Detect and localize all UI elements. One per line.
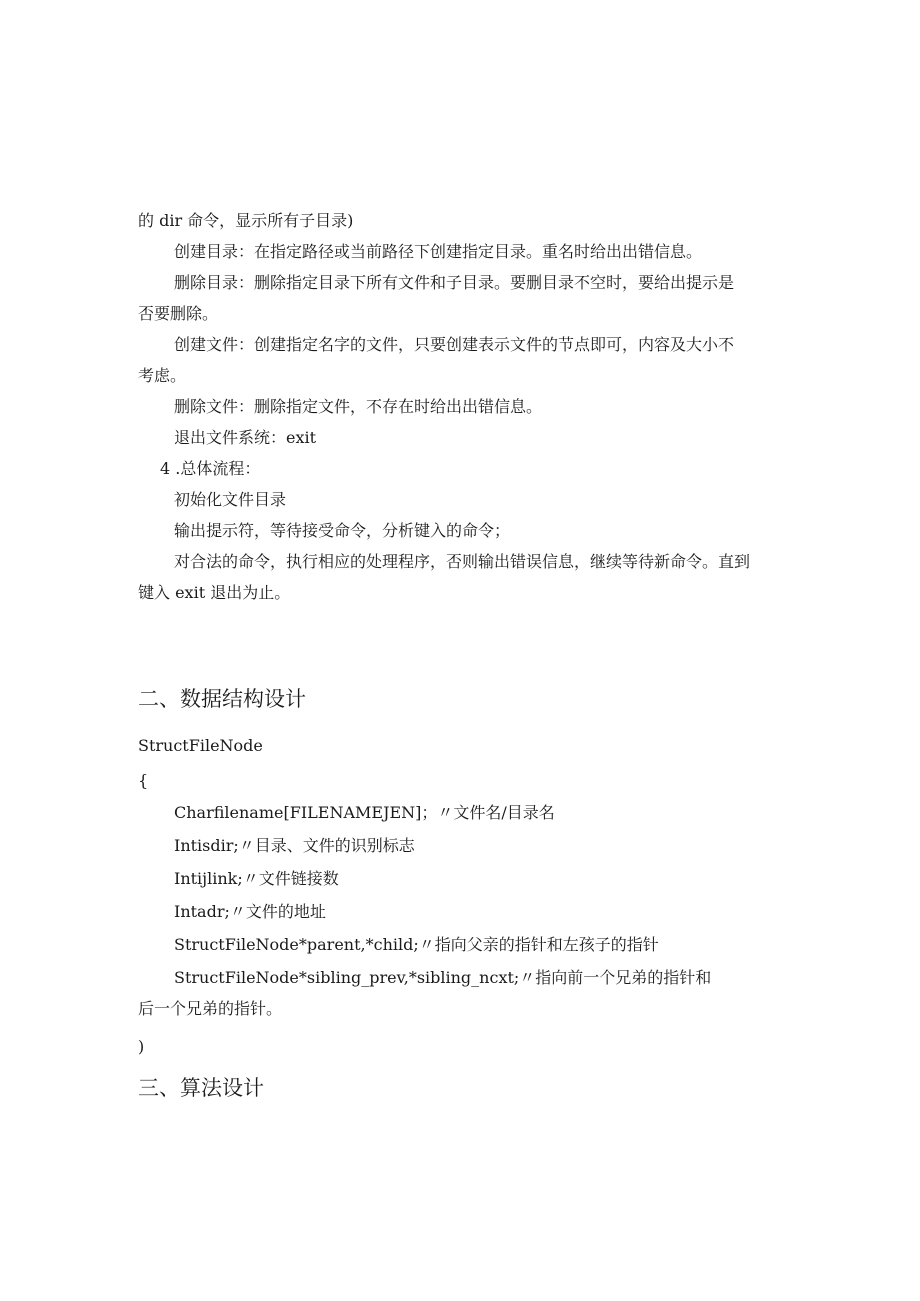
text-line: 键入 exit 退出为止。 [138,583,291,602]
text-line: 退出文件系统：exit [174,428,317,447]
code-line: Charfilename[FILENAMEJEN]；〃文件名/目录名 [174,803,555,822]
section-heading: 三、算法设计 [138,1076,264,1100]
text-line: 考虑。 [138,366,187,385]
code-line: StructFileNode [138,736,263,755]
text-line: 删除目录：删除指定目录下所有文件和子目录。要删目录不空时，要给出提示是 [174,273,735,292]
code-line: StructFileNode*parent,*child;〃指向父亲的指针和左孩子的指针 [174,935,659,954]
code-line: Intisdir;〃目录、文件的识别标志 [174,836,415,855]
code-line: StructFileNode*sibling_prev,*sibling_ncxt;〃指向前一个兄弟的指针和 [174,968,712,987]
code-line: Intadr;〃文件的地址 [174,902,326,921]
text-line: 的 dir 命令，显示所有子目录) [138,211,354,230]
code-line: 后一个兄弟的指针。 [138,999,283,1018]
section-heading: 二、数据结构设计 [138,687,306,711]
text-line: 初始化文件目录 [174,490,287,509]
list-heading: 4 .总体流程： [160,459,261,478]
code-line: { [138,771,149,790]
text-line: 创建目录：在指定路径或当前路径下创建指定目录。重名时给出出错信息。 [174,242,703,261]
text-line: 输出提示符，等待接受命令，分析键入的命令； [174,521,511,540]
text-line: 创建文件：创建指定名字的文件，只要创建表示文件的节点即可，内容及大小不 [174,335,735,354]
text-line: 否要删除。 [138,304,219,323]
code-line: ) [138,1037,145,1056]
code-line: Intijlink;〃文件链接数 [174,869,339,888]
text-line: 对合法的命令，执行相应的处理程序，否则输出错误信息，继续等待新命令。直到 [174,552,751,571]
text-line: 删除文件：删除指定文件，不存在时给出出错信息。 [174,397,543,416]
